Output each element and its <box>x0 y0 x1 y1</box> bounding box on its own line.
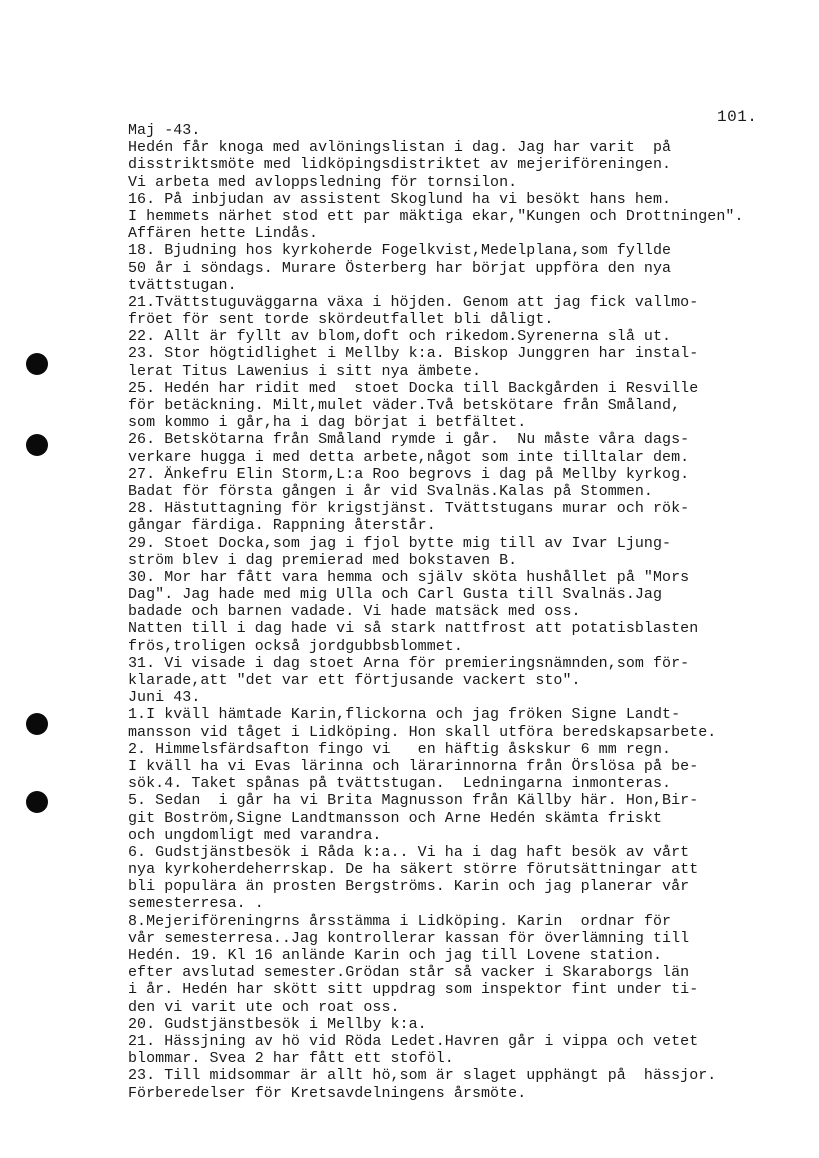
text-line: frös,troligen också jordgubbsblommet. <box>128 637 463 655</box>
text-line: Affären hette Lindås. <box>128 225 319 243</box>
text-line: 23. Till midsommar är allt hö,som är slaget upphängt på hässjor. <box>128 1067 717 1085</box>
text-line: gångar färdiga. Rappning återstår. <box>128 517 436 535</box>
text-line: 27. Änkefru Elin Storm,L:a Roo begrovs i dag på Mellby kyrkog. <box>128 465 690 483</box>
text-line: 2. Himmelsfärdsafton fingo vi en häftig åskskur 6 mm regn. <box>128 740 672 758</box>
text-line: 16. På inbjudan av assistent Skoglund ha vi besökt hans hem. <box>128 190 672 208</box>
text-line: I hemmets närhet stod ett par mäktiga ekar,"Kungen och Drottningen". <box>128 207 744 225</box>
text-line: Hedén. 19. Kl 16 anlände Karin och jag till Lovene station. <box>128 947 663 964</box>
text-line: I kväll ha vi Evas lärinna och lärarinnorna från Örslösa på be- <box>128 757 699 775</box>
text-line: ström blev i dag premierad med bokstaven B. <box>128 551 518 569</box>
text-line: Maj -43. <box>128 122 201 139</box>
text-line: 25. Hedén har ridit med stoet Docka till Backgården i Resville <box>128 379 699 397</box>
text-line: bli populära än prosten Bergströms. Karin och jag planerar vår <box>128 878 690 896</box>
text-line: 26. Betskötarna från Småland rymde i går. Nu måste våra dags- <box>128 431 690 449</box>
punch-hole <box>26 434 48 456</box>
text-line: semesterresa. . <box>128 895 264 913</box>
punch-hole <box>26 713 48 735</box>
text-line: 20. Gudstjänstbesök i Mellby k:a. <box>128 1015 427 1033</box>
text-line: i år. Hedén har skött sitt uppdrag som inspektor fint under ti- <box>128 981 699 999</box>
text-line: 29. Stoet Docka,som jag i fjol bytte mig till av Ivar Ljung- <box>128 534 672 552</box>
page-number: 101. <box>717 108 758 126</box>
text-line: klarade,att "det var ett förtjusande vackert sto". <box>128 672 581 689</box>
text-line: som kommo i går,ha i dag börjat i betfältet. <box>128 414 527 432</box>
text-line: för betäckning. Milt,mulet väder.Två betskötare från Småland, <box>128 397 681 414</box>
text-line: Dag". Jag hade med mig Ulla och Carl Gusta till Svalnäs.Jag <box>128 586 663 604</box>
text-line: lerat Titus Lawenius i sitt nya ämbete. <box>128 362 482 380</box>
text-line: mansson vid tåget i Lidköping. Hon skall utföra beredskapsarbete. <box>128 723 717 741</box>
text-line: 21.Tvättstuguväggarna växa i höjden. Genom att jag fick vallmo- <box>128 293 699 311</box>
text-line: efter avslutad semester.Grödan står så vacker i Skaraborgs län <box>128 964 690 982</box>
text-line: badade och barnen vadade. Vi hade matsäck med oss. <box>128 603 581 621</box>
text-line: och ungdomligt med varandra. <box>128 826 382 844</box>
text-line: sök.4. Taket spånas på tvättstugan. Ledningarna inmonteras. <box>128 775 672 793</box>
text-line: 21. Hässjning av hö vid Röda Ledet.Havren går i vippa och vetet <box>128 1032 699 1050</box>
text-line: tvättstugan. <box>128 276 237 294</box>
text-line: fröet för sent torde skördeutfallet bli dåligt. <box>128 311 554 329</box>
text-line: git Boström,Signe Landtmansson och Arne Hedén skämta friskt <box>128 809 663 827</box>
text-line: vår semesterresa..Jag kontrollerar kassan för överlämning till <box>128 929 690 947</box>
text-line: blommar. Svea 2 har fått ett stoföl. <box>128 1050 454 1068</box>
text-line: nya kyrkoherdeherrskap. De ha säkert större förutsättningar att <box>128 861 699 879</box>
text-line: Juni 43. <box>128 689 201 707</box>
text-line: Badat för första gången i år vid Svalnäs.Kalas på Stommen. <box>128 482 653 500</box>
text-line: Förberedelser för Kretsavdelningens årsmöte. <box>128 1084 527 1102</box>
text-line: 18. Bjudning hos kyrkoherde Fogelkvist,Medelplana,som fyllde <box>128 242 672 260</box>
text-line: 23. Stor högtidlighet i Mellby k:a. Biskop Junggren har instal- <box>128 345 699 363</box>
punch-hole <box>26 353 48 375</box>
text-line: verkare hugga i med detta arbete,något som inte tilltalar dem. <box>128 448 690 466</box>
text-line: disstriktsmöte med lidköpingsdistriktet av mejeriföreningen. <box>128 156 672 174</box>
text-line: Natten till i dag hade vi så stark nattfrost att potatisblasten <box>128 620 699 638</box>
text-line: 50 år i söndags. Murare Österberg har börjat uppföra den nya <box>128 259 672 277</box>
text-line: 22. Allt är fyllt av blom,doft och rikedom.Syrenerna slå ut. <box>128 328 672 346</box>
text-line: 30. Mor har fått vara hemma och själv sköta hushållet på "Mors <box>128 568 690 586</box>
text-line: Vi arbeta med avloppsledning för tornsilon. <box>128 173 518 191</box>
text-line: 28. Hästuttagning för krigstjänst. Tvättstugans murar och rök- <box>128 500 690 518</box>
text-line: Hedén får knoga med avlöningslistan i dag. Jag har varit på <box>128 139 672 157</box>
text-line: den vi varit ute och roat oss. <box>128 998 400 1016</box>
diary-text <box>128 122 808 1102</box>
text-line: 31. Vi visade i dag stoet Arna för premieringsnämnden,som för- <box>128 654 690 672</box>
text-line: 6. Gudstjänstbesök i Råda k:a.. Vi ha i dag haft besök av vårt <box>128 843 690 861</box>
text-line: 1.I kväll hämtade Karin,flickorna och jag fröken Signe Landt- <box>128 706 681 724</box>
text-line: 5. Sedan i går ha vi Brita Magnusson från Källby här. Hon,Bir- <box>128 792 699 810</box>
punch-hole <box>26 791 48 813</box>
text-line: 8.Mejeriföreningrns årsstämma i Lidköping. Karin ordnar för <box>128 912 672 930</box>
